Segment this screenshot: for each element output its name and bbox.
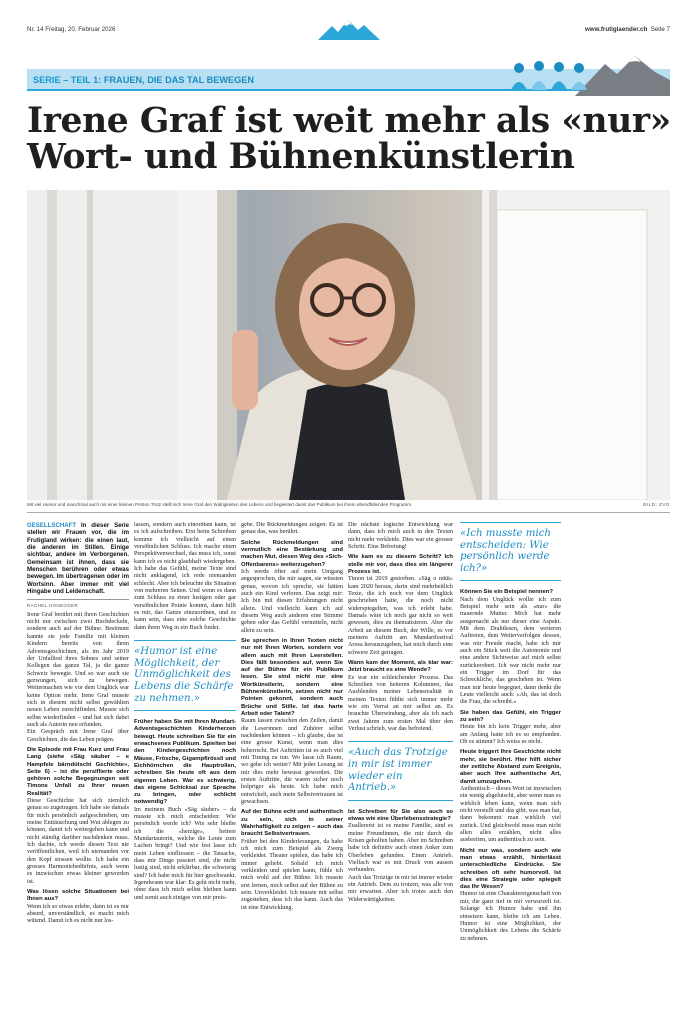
photo-caption: Mit viel Humor und manchmal auch mit einer kleinen Portion Trotz stellt sich Irene Graf den Widrigkeiten des Lebens und begeistert damit das Publikum bei ihrem abendfüllenden Programm. [27, 502, 413, 507]
article-column-3 [241, 522, 343, 1012]
interview-answer: Im meinem Buch «Säg säuber» – da musste ich mich entscheiden: Wie persönlich werde ich? Wie sehr bleibe ich die «herzige», heitere Mundartautorin, welche die Leute zum Lachen bringt? Und wie fest lasse ich mein Leben einfliessen – die Tatsache, dass mir Dinge passiert sind, die nicht lustig sind, nicht erklärbar, die schwierig sind? Ich habe mich für hier geschwankt. Irgendwann war klar: Es geht nicht mehr, ohne dass ich mich selbst bleiben kann und somit auch einiges von mir preis- [134, 806, 236, 901]
interview-answer: Timon ist 2019 gestorben. «Säg o nüüt» kam 2020 heraus, darin sind mehrheitlich Texte, die ich noch vor dem Unglück geschrieben hatte, die noch nicht widerspiegelten, was ich erlebt habe. Damals wäre ich noch gar nicht so weit gewesen, dies zu thematisieren. Aber die Arbeit an diesem Buch, der Wille, es vor meinem Auftritt am Mundartfestival Arosa herauszugeben, hat mich durch eine schwere Zeit getragen. [348, 576, 453, 656]
portrait-image [27, 190, 670, 500]
interview-question: Die Episode mit Frau Kurz und Frau Lang (siehe «Säg säuber – e Hampfele bärndütschi Gschichte», Seite 6) – ist die persiflierte oder gehören solche Begegnungen seit Timons Unfall zu Ihrer neuen Realität? [27, 746, 129, 797]
interview-answer: Wenn ich so etwas erlebe, dann ist es nur absurd, unverständlich, es macht mich wütend. Damit ich es nicht nur los- [27, 903, 129, 925]
headline-line-2: Wort- und Bühnenkünstlerin [27, 137, 575, 177]
body-paragraph: Irene Graf berührt mit ihren Geschichten nicht nur zwischen zwei Buchdeckeln, sondern auch auf der Bühne. Bestimmt kannte sie jede Familie mit kleinen Kindern bereits von ihren Adventsgeschichten, als im Jahr 2019 der Unfalltod ihres Sohnes und seiner Kollegen das ganze Tal, ja die ganze Schweiz bewegte. Und so war auch sie gezwungen, sich zu bewegen. Weitermachen wie vor dem Unglück war keine Option mehr. Irene Graf musste sich in diesem nicht selbst gewählten neuen Leben zurechtfinden. Musste sich selbst wiederfinden – und hat sich dabei auch als Autorin neu erfunden. [27, 611, 129, 728]
interview-answer: Die nächste logische Entwicklung war dann, dass ich mich auch in den Texten nicht mehr verkleide. Dies war ein grosser Schritt. Eine Befreiung! [348, 522, 453, 551]
interview-question: Wann kam der Moment, als klar war: Jetzt braucht es eine Wende? [348, 660, 453, 674]
interview-answer: Es war ein schleichender Prozess. Das Schreiben von heiteren Kolumnen, das Ausblenden meiner Lebensrealität in meinen Texten fühlte sich immer mehr wie ein Verrat an mir selbst an. Es brauchte Überwindung, aber als ich nach zwei Jahren zum ersten Mal über den Verlust schrieb, war das befreiend. [348, 674, 453, 733]
article-column-4 [348, 522, 453, 1012]
interview-question: Heute triggert Ihre Geschichte nicht mehr, sie berührt. Hier hilft sicher der zeitliche Abstand zum Ereignis, aber auch Ihre authentische Art, damit umzugehen. [460, 749, 561, 785]
portrait-photo [27, 190, 670, 500]
article-lead: GESELLSCHAFT In dieser Serie stellen wir Frauen vor, die im Frutigland wirken: die einen laut, die anderen im Stillen. Einige sichtbar, andere im Verborgenen. Gemeinsam ist ihnen, dass sie Menschen berühren oder etwas bewegen. Im übertragenen oder im Wortsinn. Aber immer mit viel Hingabe und Leidenschaft. [27, 522, 129, 596]
article-column-2 [134, 522, 236, 1012]
women-mountains-illustration [505, 50, 670, 96]
interview-answer: gebe. Die Rückmeldungen zeigen: Es ist genau das, was berührt. [241, 522, 343, 536]
issue-date: Nr. 14 Freitag, 20. Februar 2026 [27, 26, 116, 33]
article-column-1 [27, 522, 129, 1012]
interview-answer: Nach dem Unglück wollte ich zum Beispiel mehr sein als «nur» die trauernde Mutter. Mich hat mehr ausgemacht als nur dieser eine Aspekt. Mit dem Drahtlesen, dem weiteren Auftreten, dem Weiterverfolgen dessen, was mir Freude macht, habe ich mir auch ein Stück weit die Autonomie und eine andere Sichtweise auf mich selbst zurückerobert. Ich war nicht mehr nur ein Trigger im Dorf für das Schreckliche, das geschehen ist. Wenn man mir heute begegnet, dann denkt die Leute vielleicht auch: «Ah, das ist doch die Frau, die schreibt.» [460, 596, 561, 706]
pull-quote: «Ich musste mich entscheiden: Wie persönlich werde ich?» [460, 522, 561, 581]
interview-answer: Heute bin ich kein Trigger mehr, aber am Anfang hatte ich es so empfunden. Ob es stimmt? Ich weiss es nicht. [460, 724, 561, 746]
photo-credit: BILD: ZVG [643, 502, 670, 507]
interview-question: Früher haben Sie mit Ihren Mundart-Adventsgeschichten Kinderherzen bewegt. Heute schreiben Sie für ein erwachsenes Publikum. Spielten bei den Kindergeschichten noch Mäuse, Frösche, Gigampfirössli und Eichhörnchen die Hauptrollen, schreiben Sie heute oft aus dem eigenen Leben. War es schwierig, das eigene Schicksal zur Sprache zu bringen, oder schlicht notwendig? [134, 719, 236, 806]
interview-answer: Humor ist eine Charaktereigenschaft von mir, die ganz tief in mir verwurzelt ist. Solange ich Humor habe und ihn einsetzen kann, bleibe ich am Leben. Humor ist eine Möglichkeit, der Unmöglichkeit des Lebens die Schärfe zu nehmen. [460, 891, 561, 942]
interview-answer: Authentisch – dieses Wort ist inzwischen ein wenig abgelutscht, aber wenn man es wirklich leben kann, wenn man sich nicht verstellt und das gibt, was man hat, dann bekommt man wirklich viel zurück. Und gleichwohl muss man nicht allen alles erzählen, nicht alles ausbreiten, um authentisch zu sein. [460, 785, 561, 844]
interview-question: Solche Rückmeldungen sind vermutlich eine Bestärkung und machen Mut, diesen Weg des «Sich-Offenbarens» weiterzugehen? [241, 539, 343, 568]
body-paragraph: Ein Gespräch mit Irene Graf über Geschichten, die das Leben prägen. [27, 729, 129, 743]
article-column-right [460, 522, 670, 1012]
site-and-page [585, 26, 670, 33]
lead-kicker: GESELLSCHAFT [27, 522, 77, 529]
interview-question: Können Sie ein Beispiel nennen? [460, 589, 553, 596]
series-title: FRAUEN, DIE DAS TAL BEWEGEN [103, 75, 255, 85]
interview-answer: Zuallererst ist es meine Familie, sind es meine Freundinnen, die mir durch die Krisen geholfen haben. Aber im Schreiben habe ich definitiv auch einen Anker zum Überleben gefunden. Einen Antrieb. Vielfach war es mit Druck von aussen verbunden. [348, 823, 453, 874]
headline-line-1: Irene Graf ist weit mehr als «nur» [27, 101, 671, 141]
interview-question: Sie haben das Gefühl, ein Trigger zu sein? [460, 709, 561, 724]
interview-question: Wie kam es zu diesem Schritt? Ich stelle mir vor, dass dies ein längerer Prozess ist. [348, 554, 453, 575]
mountain-logo-icon [318, 20, 380, 40]
author-byline: RACHEL HONEGGER [27, 599, 129, 609]
interview-question: Ist Schreiben für Sie also auch so etwas wie eine Überlebensstrategie? [348, 808, 453, 823]
headline [27, 103, 677, 175]
interview-answer: Früher bei den Kinderlesungen, da habe ich mich zum Beispiel als Zwerg verkleidet. Theater spielen, das habe ich immer geliebt. Sobald ich mich verkleiden und spielen kann, fühle ich mich wohl auf der Bühne. Ich musste erst lernen, mich selbst auf der Bühne zu sein. Unverkleidet. Ich musste mir selbst zugestehen, dass ich das kann. Auch das ist eine Entwicklung. [241, 838, 343, 911]
page-number: Seite 7 [650, 26, 670, 33]
interview-answer: Raum lassen zwischen den Zeilen, damit die Leserinnen und Zuhörer selbst nachdenken können – ich glaube, das ist eine grosse Kunst, wenn man dies beherrscht. Bei Auftritten ist es auch viel mit Timing zu tun. Wo lasse ich Raum, wo gehe ich weiter? Mit jeder Lesung ist mir dies mehr bewusst geworden. Die ersten Auftritte, die waren sicher noch holpriger als heute. Ich habe mich entwickelt, auch mein Selbstvertrauen ist gewachsen. [241, 718, 343, 806]
pull-quote: «Auch das Trotzige in mir ist immer wieder ein Antrieb.» [348, 741, 453, 800]
interview-answer: Diese Geschichte hat sich ziemlich genau so zugetragen. Ich habe sie damals für mich persönlich aufgeschrieben, um meine Enttäuschung und Wut ablegen zu können, damit ich weitergehen kann und nicht ständig darüber nachdenken muss. Ich dachte, ich werde diesen Text nie veröffentlichen, weil ich niemanden vor den Kopf stossen wollte. Ich habe ein grosses Harmoniebedürfnis, auch wenn es inzwischen etwas kleiner geworden ist. [27, 798, 129, 885]
interview-answer: lassen, sondern auch einordnen kann, ist es ich aufschreiben. Erst beim Schreiben komme ich vielleicht auf einen versöhnlichen Schluss. Ich mache einen Perspektivenwechsel, das muss ich, sonst kann ich es nicht glaubhaft wiedergeben. Ich habe das Gefühl, meine Texte sind nicht anklagend, ich rede niemanden schlecht. Aber ich beleuchte die Situation von mehreren Seiten. Und wenn es dann zum Schluss zu einer lustigen oder gar versöhnlichen Pointe kommt, dann hilft es mir, das Ganze einzuordnen, und es kann sein, dass eine solche Geschichte dann ihren Weg in ein Buch findet. [134, 522, 236, 631]
interview-question: Auf der Bühne echt und authentisch zu sein, sich in seiner Wahrhaftigkeit zu zeigen – auch das braucht Selbstvertrauen. [241, 809, 343, 838]
caption-divider [27, 512, 670, 513]
pull-quote: «Humor ist eine Möglichkeit, der Unmöglichkeit des Lebens die Schärfe zu nehmen.» [134, 640, 236, 711]
interview-question: Nicht nur was, sondern auch wie man etwas erzählt, hinterlässt unterschiedliche Eindrücke. Sie schreiben oft sehr humorvoll. Ist dies eine Strategie oder spiegelt das Ihr Wesen? [460, 847, 561, 891]
interview-answer: Ich werde öfter auf mein Umgang angesprochen, die mir sagen, sie wüssten genau, wovon ich spreche, sie hätten auch ein Kind verloren. Das zeigt mir: Ich bin mit diesen Erfahrungen nicht allein. Und vielleicht kann ich auf diesem Weg auch anderen eine Stimme geben oder das Gefühl vermitteln, nicht allein zu sein. [241, 568, 343, 634]
interview-question: Was lösen solche Situationen bei Ihnen aus? [27, 889, 129, 903]
series-label: SERIE – TEIL 1: FRAUEN, DIE DAS TAL BEWEGEN [33, 75, 255, 85]
interview-question: Sie sprechen in Ihren Texten nicht nur mit Ihren Worten, sondern vor allem auch mit Ihren Leerstellen. Dies fällt besonders auf, wenn Sie auf der Bühne für ein Publikum lesen. Sie sind nicht nur eine Wortkünstlerin, sondern eine Bühnenkünstlerin, setzen nicht nur Pointen gekonnt, sondern auch Brüche und Stille. Ist das harte Arbeit oder Talent? [241, 637, 343, 717]
interview-answer: Auch das Trotzige in mir ist immer wieder ein Antrieb. Dem zu trotzen, was alle von mir erwarten. Aber ich trotze auch den Widerwärtigkeiten. [348, 874, 453, 903]
site-url: www.frutiglaender.ch [584, 26, 648, 33]
